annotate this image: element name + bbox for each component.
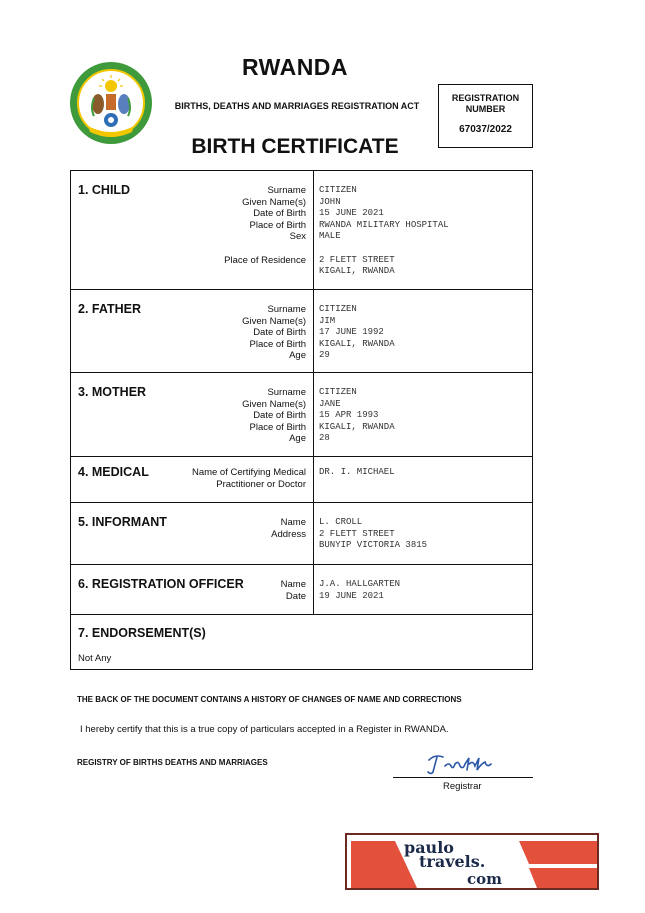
- field-label: Date of Birth: [253, 410, 306, 422]
- field-label: Name of Certifying Medical: [191, 467, 306, 478]
- field-label: Date of Birth: [253, 208, 306, 220]
- informant-name: L. CROLL: [319, 517, 363, 527]
- section-title: 5. INFORMANT: [78, 515, 167, 529]
- section-informant: [71, 502, 532, 564]
- section-title: 3. MOTHER: [78, 385, 147, 399]
- field-label: Age: [289, 433, 306, 445]
- field-label: Name: [280, 517, 306, 528]
- section-title: 1. CHILD: [78, 183, 131, 197]
- signature-line: [393, 777, 533, 778]
- field-values: [319, 185, 449, 278]
- field-label: Given Name(s): [242, 315, 306, 327]
- coat-of-arms-emblem: [68, 60, 154, 146]
- field-label: Place of Residence: [224, 254, 306, 266]
- field-label: Surname: [267, 387, 306, 398]
- field-label: Given Name(s): [242, 398, 306, 410]
- field-label: Address: [271, 528, 306, 540]
- field-values: [319, 304, 395, 362]
- informant-address-line1: 2 FLETT STREET: [319, 528, 395, 539]
- field-labels: [224, 185, 306, 266]
- field-label: Surname: [267, 185, 306, 196]
- officer-name: J.A. HALLGARTEN: [319, 579, 401, 589]
- field-labels: [271, 517, 306, 540]
- father-date-of-birth: 17 JUNE 1992: [319, 327, 384, 338]
- child-residence-line2: KIGALI, RWANDA: [319, 266, 395, 277]
- document-title: BIRTH CERTIFICATE: [191, 135, 399, 158]
- section-medical: [71, 456, 532, 502]
- field-label: Sex: [289, 231, 306, 243]
- registration-number-label: REGISTRATION NUMBER: [451, 93, 520, 114]
- section-endorsements: [71, 614, 532, 669]
- section-registration-officer: [71, 564, 532, 614]
- registration-date: 19 JUNE 2021: [319, 590, 384, 601]
- field-label: Date of Birth: [253, 327, 306, 339]
- section-title: 7. ENDORSEMENT(S): [78, 626, 206, 640]
- field-values: [319, 579, 400, 602]
- field-label: Name: [280, 579, 306, 590]
- section-title: 6. REGISTRATION OFFICER: [78, 577, 244, 591]
- registrar-signature: [425, 752, 505, 776]
- logo-text-travels: travels.: [419, 852, 486, 871]
- section-father: [71, 289, 532, 372]
- child-place-of-birth: RWANDA MILITARY HOSPITAL: [319, 219, 449, 230]
- father-place-of-birth: KIGALI, RWANDA: [319, 338, 395, 349]
- mother-date-of-birth: 15 APR 1993: [319, 410, 379, 421]
- field-label: Surname: [267, 304, 306, 315]
- field-label: Place of Birth: [249, 421, 306, 433]
- field-values: [319, 517, 427, 552]
- field-label: Practitioner or Doctor: [216, 478, 306, 490]
- field-labels: [281, 579, 306, 602]
- registration-act: BIRTHS, DEATHS AND MARRIAGES REGISTRATION ACT: [174, 101, 420, 111]
- field-label: Date: [285, 590, 306, 602]
- logo-text-com: com: [467, 870, 503, 888]
- field-labels: [242, 387, 306, 445]
- field-label: Place of Birth: [249, 219, 306, 231]
- registration-number-box: [438, 84, 533, 148]
- country-title: RWANDA: [241, 54, 349, 80]
- informant-address-line2: BUNYIP VICTORIA 3815: [319, 540, 428, 551]
- child-residence-line1: 2 FLETT STREET: [319, 254, 395, 265]
- mother-surname: CITIZEN: [319, 387, 357, 397]
- section-title: 4. MEDICAL: [78, 465, 149, 479]
- field-values: [319, 387, 395, 445]
- child-given-names: JOHN: [319, 196, 341, 207]
- registry-name: REGISTRY OF BIRTHS DEATHS AND MARRIAGES: [77, 758, 268, 767]
- certificate-table: [70, 170, 533, 670]
- field-labels: [242, 304, 306, 362]
- section-title: 2. FATHER: [78, 302, 141, 316]
- registrar-label: Registrar: [443, 781, 482, 792]
- field-label: Age: [289, 350, 306, 362]
- father-given-names: JIM: [319, 315, 336, 326]
- field-label: Given Name(s): [242, 196, 306, 208]
- registration-number: 67037/2022: [459, 124, 512, 135]
- child-date-of-birth: 15 JUNE 2021: [319, 208, 384, 219]
- logo-text-paulo: paulo: [404, 838, 454, 857]
- father-surname: CITIZEN: [319, 304, 357, 314]
- section-mother: [71, 372, 532, 456]
- medical-practitioner: DR. I. MICHAEL: [319, 467, 395, 477]
- mother-age: 28: [319, 433, 330, 444]
- section-child: [71, 171, 532, 289]
- father-age: 29: [319, 350, 330, 361]
- child-sex: MALE: [319, 231, 341, 242]
- child-surname: CITIZEN: [319, 185, 357, 195]
- mother-place-of-birth: KIGALI, RWANDA: [319, 421, 395, 432]
- field-label: Place of Birth: [249, 338, 306, 350]
- mother-given-names: JANE: [319, 398, 341, 409]
- endorsements-text: Not Any: [78, 653, 112, 664]
- field-labels: [192, 467, 306, 490]
- back-of-document-note: THE BACK OF THE DOCUMENT CONTAINS A HISTORY OF CHANGES OF NAME AND CORRECTIONS: [77, 695, 462, 704]
- paulo-travels-logo: [345, 833, 599, 890]
- certification-statement: I hereby certify that this is a true copy of particulars accepted in a Register in RWANDA.: [80, 724, 449, 735]
- field-values: [319, 467, 395, 479]
